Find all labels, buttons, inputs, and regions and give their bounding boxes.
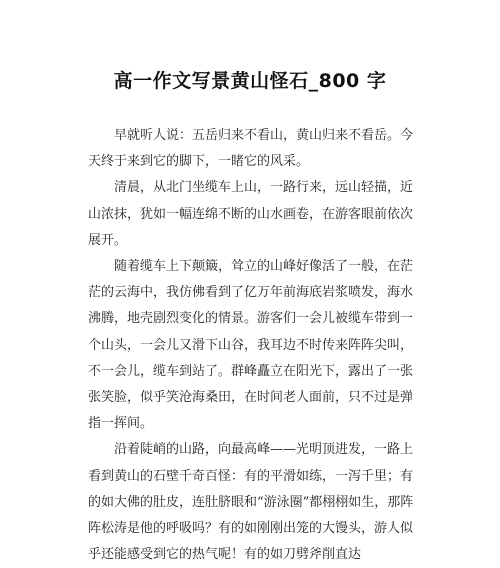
document-title: 高一作文写景黄山怪石_800 字 (113, 70, 387, 92)
paragraph-2: 清晨，从北门坐缆车上山，一路行来，远山轻描，近山浓抹，犹如一幅连绵不断的山水画卷，在游客眼前依次展开。 (88, 180, 414, 248)
paragraph-3: 随着缆车上下颠簸，耸立的山峰好像活了一般，在茫茫的云海中，我仿佛看到了亿万年前海底岩浆喷发，海水沸腾，地壳剧烈变化的情景。游客们一会儿被缆车带到一个山头，一会儿又滑下山谷，我耳边不时传来阵阵尖叫，不一会儿，缆车到站了。群峰矗立在阳光下，露出了一张张笑脸，似乎笑沧海桑田，在时间老人面前，只不过是弹指一挥间。 (88, 259, 414, 432)
paragraph-1: 早就听人说：五岳归来不看山，黄山归来不看岳。今天终于来到它的脚下，一睹它的风采。 (88, 128, 414, 170)
document-body (88, 123, 416, 568)
paragraph-4: 沿着陡峭的山路，向最高峰——光明顶进发，一路上看到黄山的石壁千奇百怪：有的平滑如练，一泻千里；有的如大佛的肚皮，连肚脐眼和“游泳圈”都栩栩如生，那阵阵松涛是他的呼吸吗？有的如刚刚出笼的大馒头，游人似乎还能感受到它的热气呢！有的如刀劈斧削直达 (88, 442, 414, 563)
